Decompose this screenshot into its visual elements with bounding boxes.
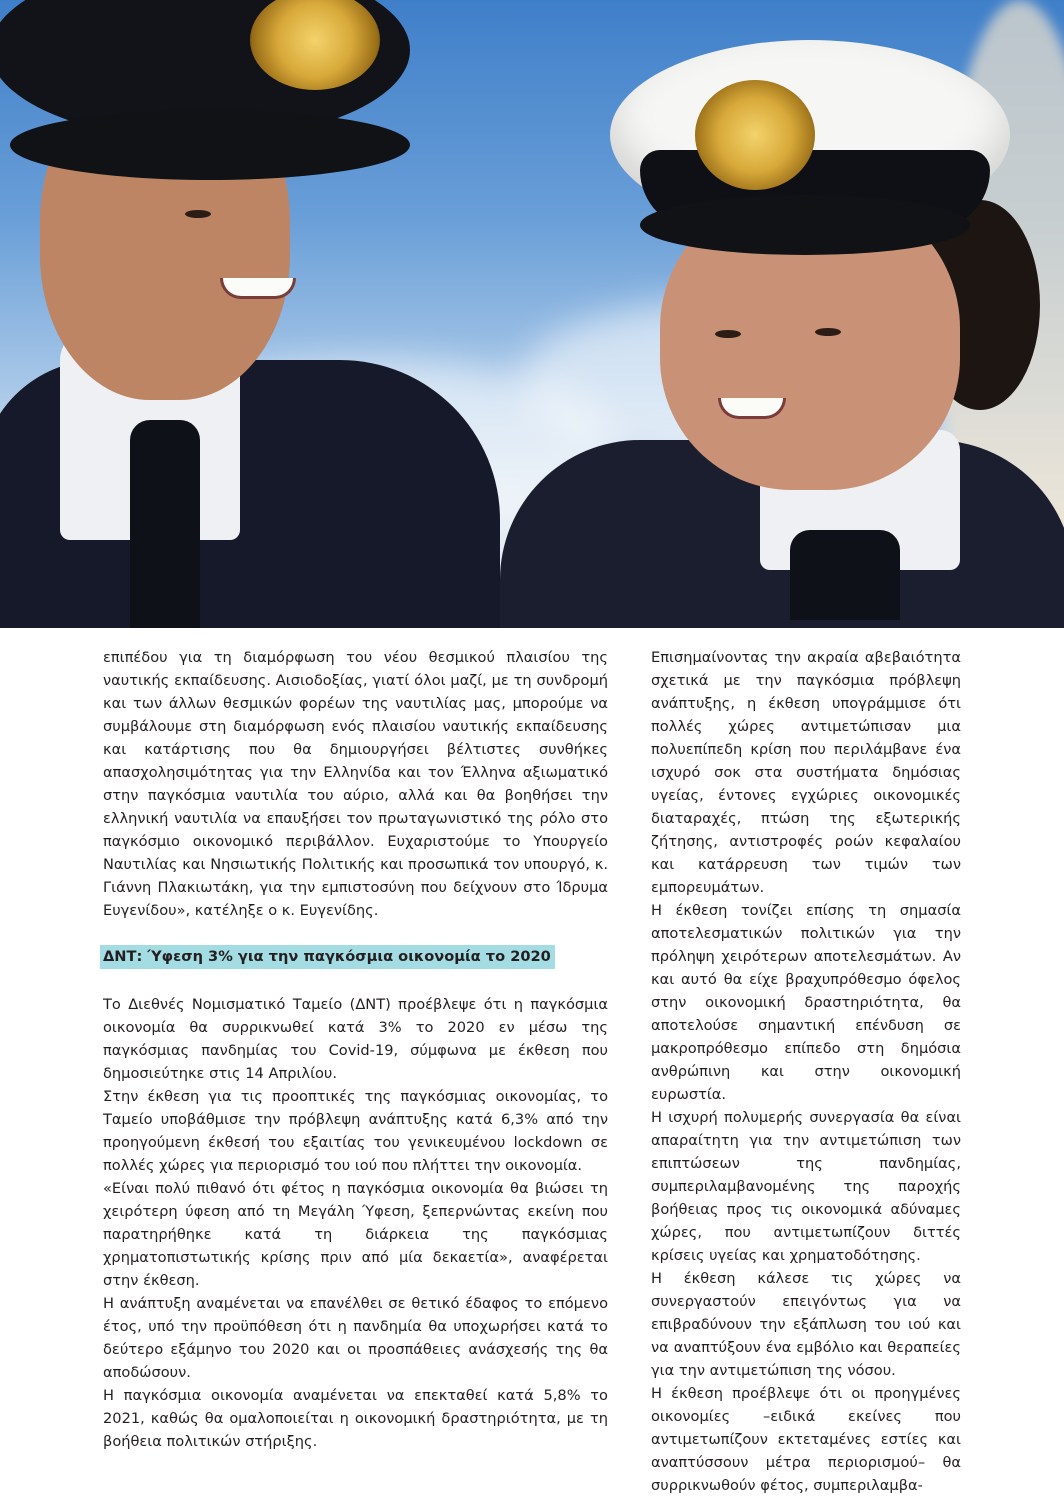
article-paragraph: Η ισχυρή πολυμερής συνεργασία θα είναι απαραίτητη για την αντιμετώπιση των επιπτώσεων της πανδημίας, συμπεριλαμβανομένης της παροχής βοήθειας προς τις οικονομικά αδύναμες χώρες, που αντιμετωπίζουν διττές κρίσεις υγείας και χρηματοδότησης.	[651, 1109, 961, 1264]
article-paragraph: Η έκθεση κάλεσε τις χώρες να συνεργαστούν επειγόντως για να επιβραδύνουν την εξάπλωση του ιού και να αναπτύξουν ένα εμβόλιο και θεραπείες για την αντιμετώπιση της νόσου.	[651, 1270, 961, 1379]
article-paragraph: «Είναι πολύ πιθανό ότι φέτος η παγκόσμια οικονομία θα βιώσει τη χειρότερη ύφεση από τη Μεγάλη Ύφεση, ξεπερνώντας εκείνη που παρατηρήθηκε κατά τη διάρκεια της παγκόσμιας χρηματοπιστωτικής κρίσης πριν από μία δεκαετία», αναφέρεται στην έκθεση.	[103, 1180, 608, 1289]
female-officer	[490, 0, 1064, 628]
article-paragraph: Στην έκθεση για τις προοπτικές της παγκόσμιας οικονομίας, το Ταμείο υποβάθμισε την πρόβλεψη ανάπτυξης κατά 6,3% από την προηγούμενη έκθεσή του εξαιτίας του γενικευμένου lockdown σε πολλές χώρες για περιορισμό του ιού που πλήττει την οικονομία.	[103, 1088, 608, 1174]
article-paragraph: Η ανάπτυξη αναμένεται να επανέλθει σε θετικό έδαφος το επόμενο έτος, υπό την προϋπόθεση ότι η πανδημία θα υποχωρήσει κατά το δεύτερο εξάμηνο του 2020 και οι προσπάθειες ανάσχεσής της θα αποδώσουν.	[103, 1295, 608, 1381]
article-paragraph: Η παγκόσμια οικονομία αναμένεται να επεκταθεί κατά 5,8% το 2021, καθώς θα ομαλοποιείται η οικονομική δραστηριότητα, με τη βοήθεια πολιτικών στήριξης.	[103, 1387, 608, 1450]
cover-photo	[0, 0, 1064, 628]
intro-paragraph: επιπέδου για τη διαμόρφωση του νέου θεσμικού πλαισίου της ναυτικής εκπαίδευσης. Αισιοδοξίας, γιατί όλοι μαζί, με τη συνδρομή και των άλλων θεσμικών φορέων της ναυτιλίας μας, μπορούμε να συμβάλουμε στη διαμόρφωση ενός πλαισίου ναυτικής εκπαίδευσης και κατάρτισης που θα δημιουργήσει βέλτιστες συνθήκες απασχολησιμότητας για την Ελληνίδα και τον Έλληνα αξιωματικό στην παγκόσμια ναυτιλία του αύριο, αλλά και θα βοηθήσει την ελληνική ναυτιλία να επαυξήσει τον πρωταγωνιστικό της ρόλο στο παγκόσμιο οικονομικό περιβάλλον. Ευχαριστούμε το Υπουργείο Ναυτιλίας και Νησιωτικής Πολιτικής και προσωπικά τον υπουργό, κ. Γιάννη Πλακιωτάκη, για την εμπιστοσύνη που δείχνουν στο Ίδρυμα Ευγενίδου», κατέληξε ο κ. Ευγενίδης.	[103, 649, 608, 919]
left-text-column	[103, 646, 608, 1453]
cap-emblem-icon	[695, 80, 815, 190]
article-paragraph: Η έκθεση τονίζει επίσης τη σημασία αποτελεσματικών πολιτικών για την πρόληψη χειρότερων αποτελεσμάτων. Αν και αυτό θα είχε βραχυπρόθεσμο όφελος στην οικονομική δραστηριότητα, θα αποτελούσε σημαντική επένδυση σε μακροπρόθεσμο επίπεδο στη δημόσια ανθρώπινη και στην οικονομική ευρωστία.	[651, 902, 961, 1103]
right-text-column	[651, 646, 961, 1497]
male-officer	[0, 0, 520, 628]
article-paragraph: Το Διεθνές Νομισματικό Ταμείο (ΔΝΤ) προέβλεψε ότι η παγκόσμια οικονομία θα συρρικνωθεί κατά 3% το 2020 εν μέσω της παγκόσμιας πανδημίας του Covid-19, σύμφωνα με έκθεση που δημοσιεύτηκε στις 14 Απριλίου.	[103, 996, 608, 1082]
section-heading: ΔΝΤ: Ύφεση 3% για την παγκόσμια οικονομία το 2020	[100, 945, 555, 969]
article-paragraph: Επισημαίνοντας την ακραία αβεβαιότητα σχετικά με την παγκόσμια πρόβλεψη ανάπτυξης, η έκθεση υπογράμμισε ότι πολλές χώρες αντιμετώπισαν μια πολυεπίπεδη κρίση που περιλάμβανε ένα ισχυρό σοκ στα συστήματα δημόσιας υγείας, έντονες εγχώριες οικονομικές διαταραχές, πτώση της εξωτερικής ζήτησης, αντιστροφές ροών κεφαλαίου και κατάρρευση των τιμών των εμπορευμάτων.	[651, 649, 961, 896]
article-paragraph: Η έκθεση προέβλεψε ότι οι προηγμένες οικονομίες –ειδικά εκείνες που αντιμετωπίζουν εκτεταμένες εστίες και αναπτύσσουν μέτρα περιορισμού– θα συρρικνωθούν φέτος, συμπεριλαμβα-	[651, 1385, 961, 1494]
